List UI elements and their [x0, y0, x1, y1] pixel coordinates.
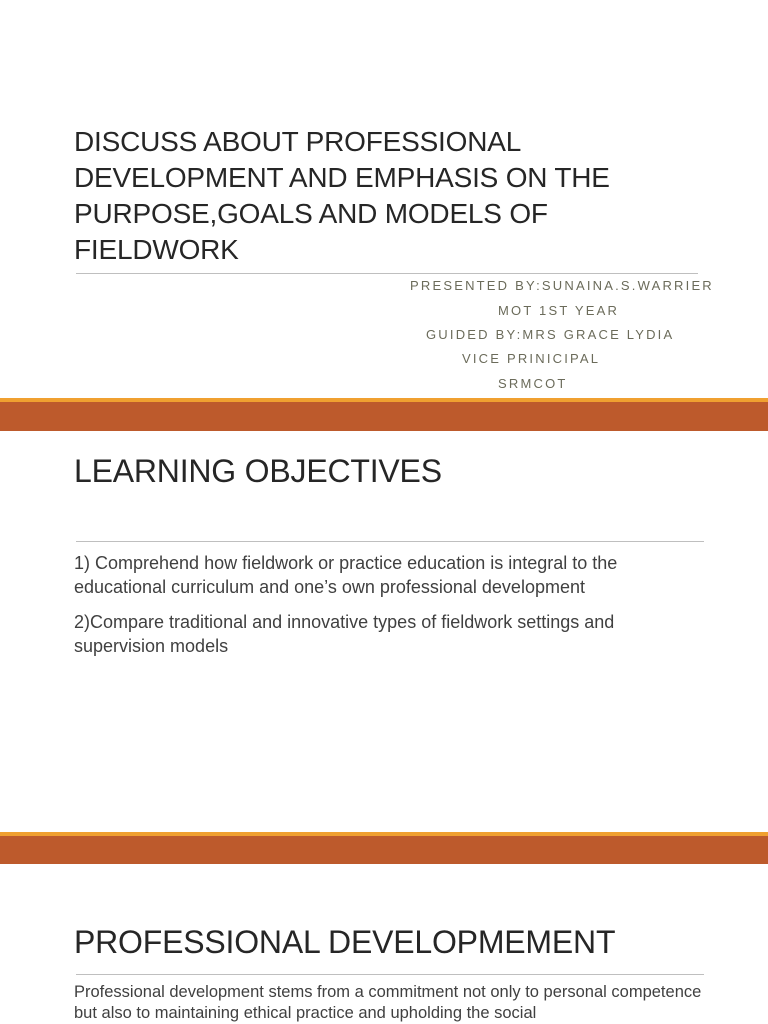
- presenter-line: PRESENTED BY:SUNAINA.S.WARRIER: [410, 278, 714, 293]
- objectives-heading: LEARNING OBJECTIVES: [74, 453, 442, 489]
- separator-bar: [0, 402, 768, 432]
- objectives-divider: [76, 541, 704, 542]
- professional-development-slide: [0, 864, 768, 1024]
- guide-line: GUIDED BY:MRS GRACE LYDIA: [426, 327, 675, 342]
- institution-line: SRMCOT: [498, 376, 568, 391]
- separator-bar: [0, 836, 768, 865]
- professional-development-divider: [76, 974, 704, 975]
- slide-separator: [0, 832, 768, 865]
- year-line: MOT 1ST YEAR: [498, 303, 620, 318]
- objective-item: 2)Compare traditional and innovative types of fieldwork settings and supervision models: [74, 612, 615, 656]
- objective-item: 1) Comprehend how fieldwork or practice education is integral to the educational curriculum and one’s own professional development: [74, 553, 618, 597]
- slide-separator: [0, 398, 768, 432]
- objectives-slide: [0, 431, 768, 832]
- title-divider: [76, 273, 698, 274]
- title-slide: [0, 0, 768, 401]
- professional-development-heading: PROFESSIONAL DEVELOPMEMENT: [74, 924, 616, 960]
- professional-development-body: Professional development stems from a commitment not only to personal competence but also to maintaining ethical practice and upholding the social: [74, 983, 702, 1022]
- guide-role-line: VICE PRINICIPAL: [462, 351, 601, 366]
- presentation-title: DISCUSS ABOUT PROFESSIONAL DEVELOPMENT AND EMPHASIS ON THE PURPOSE,GOALS AND MODELS OF FIELDWORK: [74, 126, 610, 265]
